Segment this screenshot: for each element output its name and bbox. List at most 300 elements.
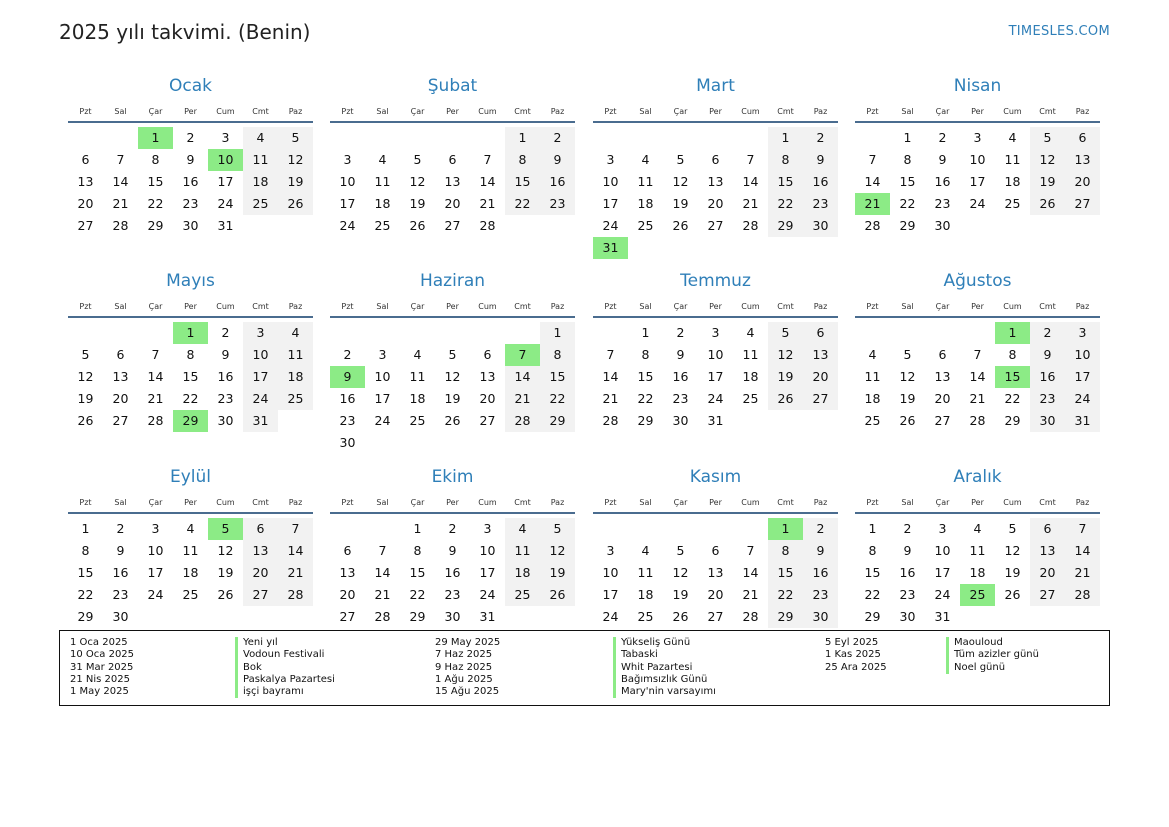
holiday-day-cell: 9: [330, 366, 365, 388]
day-cell: 30: [899, 609, 916, 624]
day-cell: 5: [676, 543, 685, 558]
day-cell: 18: [637, 196, 654, 211]
day-cell: 18: [1004, 174, 1021, 189]
legend-dates-col-1: [70, 637, 134, 698]
day-cell: 25: [374, 218, 391, 233]
day-cell: 27: [77, 218, 94, 233]
weekday-label: Sal: [639, 497, 652, 507]
day-cell: 2: [1030, 322, 1065, 344]
empty-day-cell: [330, 322, 365, 344]
day-cell: 2: [676, 325, 685, 340]
day-cell: 10: [243, 344, 278, 366]
day-cell: 23: [672, 391, 689, 406]
day-cell: 9: [903, 543, 912, 558]
weekday-label: Cum: [1003, 106, 1022, 116]
weekday-label: Çar: [673, 301, 688, 311]
weekday-header: [855, 492, 1100, 514]
day-cell: 5: [413, 152, 422, 167]
day-cell: 12: [672, 174, 689, 189]
weekday-label: Per: [184, 106, 197, 116]
weekday-label: Çar: [935, 106, 950, 116]
weekday-label: Cmt: [1039, 106, 1056, 116]
day-cell: 22: [147, 196, 164, 211]
day-cell: 20: [934, 391, 951, 406]
legend-date: 1 May 2025: [70, 686, 129, 698]
empty-day-cell: [663, 518, 698, 540]
weekday-label: Pzt: [604, 106, 617, 116]
month-name: Temmuz: [680, 271, 751, 291]
empty-day-cell: [470, 127, 505, 149]
day-cell: 30: [182, 218, 199, 233]
weekday-label: Per: [184, 301, 197, 311]
legend-holiday-name: Yeni yıl: [235, 637, 335, 649]
weekday-label: Paz: [550, 106, 565, 116]
day-cell: 13: [803, 344, 838, 366]
day-cell: 27: [707, 609, 724, 624]
holiday-day-cell: 5: [208, 518, 243, 540]
month-name: Eylül: [169, 467, 212, 487]
month-block: [855, 464, 1100, 628]
day-cell: 22: [540, 388, 575, 410]
day-cell: 21: [479, 196, 496, 211]
day-cell: 9: [448, 543, 457, 558]
weekday-label: Sal: [901, 301, 914, 311]
day-cell: 22: [409, 587, 426, 602]
day-cell: 19: [899, 391, 916, 406]
day-cell: 11: [864, 369, 881, 384]
day-cell: 19: [768, 366, 803, 388]
empty-day-cell: [470, 322, 505, 344]
day-cell: 22: [768, 193, 803, 215]
day-cell: 3: [973, 130, 982, 145]
day-cell: 24: [602, 609, 619, 624]
legend-date: 29 May 2025: [435, 637, 501, 648]
day-cell: 8: [768, 540, 803, 562]
day-cell: 14: [147, 369, 164, 384]
day-cell: 15: [637, 369, 654, 384]
day-cell: 28: [742, 609, 759, 624]
day-cell: 15: [864, 565, 881, 580]
holiday-day-cell: 31: [593, 237, 628, 259]
days-grid: [330, 322, 575, 454]
weekday-label: Çar: [148, 106, 163, 116]
day-cell: 4: [243, 127, 278, 149]
day-cell: 10: [969, 152, 986, 167]
weekday-label: Paz: [1075, 106, 1090, 116]
month-name: Mayıs: [166, 271, 215, 291]
day-cell: 10: [479, 543, 496, 558]
day-cell: 7: [606, 347, 615, 362]
weekday-label: Cum: [741, 497, 760, 507]
day-cell: 12: [768, 344, 803, 366]
day-cell: 23: [444, 587, 461, 602]
day-cell: 6: [1065, 127, 1100, 149]
day-cell: 7: [746, 543, 755, 558]
day-cell: 5: [540, 518, 575, 540]
month-name: Kasım: [689, 467, 742, 487]
month-block: [68, 268, 313, 432]
day-cell: 16: [217, 369, 234, 384]
weekday-label: Sal: [114, 301, 127, 311]
weekday-label: Sal: [114, 106, 127, 116]
day-cell: 19: [278, 171, 313, 193]
days-grid: [593, 127, 838, 259]
weekday-label: Cmt: [514, 106, 531, 116]
legend-date: 21 Nis 2025: [70, 673, 130, 685]
day-cell: 18: [864, 391, 881, 406]
day-cell: 4: [505, 518, 540, 540]
site-link[interactable]: TIMESLES.COM: [1008, 24, 1110, 39]
day-cell: 24: [707, 391, 724, 406]
empty-day-cell: [628, 127, 663, 149]
empty-day-cell: [330, 518, 365, 540]
weekday-label: Çar: [935, 301, 950, 311]
weekday-label: Paz: [550, 301, 565, 311]
day-cell: 5: [448, 347, 457, 362]
day-cell: 8: [903, 152, 912, 167]
day-cell: 28: [112, 218, 129, 233]
day-cell: 23: [182, 196, 199, 211]
weekday-label: Cmt: [252, 301, 269, 311]
day-cell: 27: [934, 413, 951, 428]
day-cell: 28: [742, 218, 759, 233]
month-block: [593, 464, 838, 628]
weekday-label: Paz: [288, 497, 303, 507]
day-cell: 6: [803, 322, 838, 344]
legend-date: 5 Eyl 2025: [825, 637, 879, 648]
empty-day-cell: [435, 127, 470, 149]
weekday-label: Pzt: [341, 301, 354, 311]
holiday-day-cell: 15: [995, 366, 1030, 388]
day-cell: 2: [803, 127, 838, 149]
weekday-label: Çar: [410, 497, 425, 507]
day-cell: 16: [803, 171, 838, 193]
day-cell: 25: [864, 413, 881, 428]
empty-day-cell: [698, 127, 733, 149]
legend-date: 1 Ağu 2025: [435, 673, 493, 685]
day-cell: 2: [221, 325, 230, 340]
day-cell: 24: [969, 196, 986, 211]
day-cell: 14: [742, 565, 759, 580]
day-cell: 22: [77, 587, 94, 602]
day-cell: 16: [182, 174, 199, 189]
day-cell: 20: [243, 562, 278, 584]
empty-day-cell: [593, 322, 628, 344]
legend-date: 10 Oca 2025: [70, 649, 135, 661]
day-cell: 3: [378, 347, 387, 362]
day-cell: 7: [116, 152, 125, 167]
day-cell: 5: [903, 347, 912, 362]
legend-holiday-name: Maouloud: [946, 637, 1039, 649]
day-cell: 19: [1004, 565, 1021, 580]
day-cell: 10: [707, 347, 724, 362]
weekday-header: [593, 101, 838, 123]
weekday-label: Sal: [376, 497, 389, 507]
days-grid: [593, 322, 838, 432]
day-cell: 30: [444, 609, 461, 624]
weekday-label: Cmt: [777, 106, 794, 116]
day-cell: 23: [803, 584, 838, 606]
empty-day-cell: [330, 127, 365, 149]
day-cell: 2: [116, 521, 125, 536]
day-cell: 23: [217, 391, 234, 406]
day-cell: 18: [182, 565, 199, 580]
day-cell: 31: [217, 218, 234, 233]
weekday-label: Per: [446, 106, 459, 116]
day-cell: 14: [374, 565, 391, 580]
weekday-label: Sal: [376, 301, 389, 311]
day-cell: 30: [339, 435, 356, 450]
day-cell: 23: [899, 587, 916, 602]
weekday-label: Cum: [1003, 497, 1022, 507]
weekday-label: Sal: [114, 497, 127, 507]
day-cell: 3: [151, 521, 160, 536]
month-block: [330, 73, 575, 237]
day-cell: 24: [374, 413, 391, 428]
day-cell: 13: [339, 565, 356, 580]
day-cell: 23: [1030, 388, 1065, 410]
day-cell: 29: [409, 609, 426, 624]
legend-holiday-name: Vodoun Festivali: [235, 649, 335, 661]
day-cell: 7: [973, 347, 982, 362]
day-cell: 25: [742, 391, 759, 406]
day-cell: 12: [672, 565, 689, 580]
weekday-label: Paz: [813, 106, 828, 116]
holiday-day-cell: 10: [208, 149, 243, 171]
weekday-label: Pzt: [604, 301, 617, 311]
day-cell: 24: [339, 218, 356, 233]
legend-date: 31 Mar 2025: [70, 661, 134, 673]
legend-date: 15 Ağu 2025: [435, 686, 500, 698]
day-cell: 9: [116, 543, 125, 558]
day-cell: 30: [1030, 410, 1065, 432]
day-cell: 11: [505, 540, 540, 562]
weekday-label: Cum: [216, 106, 235, 116]
day-cell: 21: [602, 391, 619, 406]
month-name: Aralık: [953, 467, 1002, 487]
day-cell: 11: [409, 369, 426, 384]
day-cell: 17: [707, 369, 724, 384]
empty-day-cell: [68, 127, 103, 149]
month-block: [68, 464, 313, 628]
weekday-label: Cmt: [514, 497, 531, 507]
day-cell: 10: [934, 543, 951, 558]
day-cell: 18: [637, 587, 654, 602]
day-cell: 23: [934, 196, 951, 211]
day-cell: 27: [339, 609, 356, 624]
day-cell: 12: [1004, 543, 1021, 558]
day-cell: 10: [602, 565, 619, 580]
empty-day-cell: [593, 518, 628, 540]
day-cell: 1: [641, 325, 650, 340]
day-cell: 22: [899, 196, 916, 211]
days-grid: [855, 127, 1100, 237]
day-cell: 24: [243, 388, 278, 410]
day-cell: 18: [374, 196, 391, 211]
weekday-label: Pzt: [866, 497, 879, 507]
weekday-label: Paz: [288, 301, 303, 311]
weekday-label: Çar: [148, 301, 163, 311]
day-cell: 31: [479, 609, 496, 624]
day-cell: 1: [868, 521, 877, 536]
day-cell: 8: [1008, 347, 1017, 362]
day-cell: 28: [147, 413, 164, 428]
day-cell: 10: [1065, 344, 1100, 366]
day-cell: 25: [243, 193, 278, 215]
day-cell: 29: [1004, 413, 1021, 428]
legend-date: 9 Haz 2025: [435, 661, 493, 673]
legend-date: 25 Ara 2025: [825, 661, 887, 673]
day-cell: 20: [803, 366, 838, 388]
day-cell: 8: [641, 347, 650, 362]
days-grid: [855, 322, 1100, 432]
day-cell: 30: [672, 413, 689, 428]
day-cell: 24: [934, 587, 951, 602]
day-cell: 13: [243, 540, 278, 562]
weekday-label: Per: [709, 301, 722, 311]
day-cell: 17: [969, 174, 986, 189]
day-cell: 5: [1030, 127, 1065, 149]
day-cell: 20: [479, 391, 496, 406]
weekday-header: [68, 492, 313, 514]
day-cell: 29: [77, 609, 94, 624]
day-cell: 9: [221, 347, 230, 362]
day-cell: 20: [112, 391, 129, 406]
empty-day-cell: [365, 127, 400, 149]
legend-holiday-name: Yükseliş Günü: [613, 637, 716, 649]
legend-holiday-name: Tüm azizler günü: [946, 649, 1039, 661]
day-cell: 18: [243, 171, 278, 193]
day-cell: 28: [374, 609, 391, 624]
day-cell: 13: [1065, 149, 1100, 171]
day-cell: 28: [505, 410, 540, 432]
empty-day-cell: [593, 127, 628, 149]
day-cell: 17: [339, 196, 356, 211]
day-cell: 13: [444, 174, 461, 189]
day-cell: 14: [505, 366, 540, 388]
weekday-label: Pzt: [79, 497, 92, 507]
day-cell: 4: [186, 521, 195, 536]
day-cell: 18: [505, 562, 540, 584]
day-cell: 11: [637, 174, 654, 189]
holiday-day-cell: 1: [995, 322, 1030, 344]
day-cell: 29: [768, 606, 803, 628]
day-cell: 26: [540, 584, 575, 606]
day-cell: 4: [413, 347, 422, 362]
holiday-day-cell: 7: [505, 344, 540, 366]
day-cell: 28: [1065, 584, 1100, 606]
days-grid: [593, 518, 838, 628]
day-cell: 25: [409, 413, 426, 428]
day-cell: 6: [343, 543, 352, 558]
day-cell: 19: [444, 391, 461, 406]
day-cell: 3: [243, 322, 278, 344]
day-cell: 29: [864, 609, 881, 624]
day-cell: 16: [803, 562, 838, 584]
day-cell: 13: [707, 174, 724, 189]
day-cell: 21: [1065, 562, 1100, 584]
day-cell: 30: [217, 413, 234, 428]
weekday-header: [593, 296, 838, 318]
day-cell: 7: [483, 152, 492, 167]
weekday-label: Cmt: [252, 106, 269, 116]
weekday-label: Paz: [813, 301, 828, 311]
day-cell: 28: [969, 413, 986, 428]
legend-names-col-3: [946, 637, 1039, 674]
weekday-label: Per: [446, 301, 459, 311]
day-cell: 26: [899, 413, 916, 428]
day-cell: 26: [1004, 587, 1021, 602]
day-cell: 4: [973, 521, 982, 536]
day-cell: 9: [803, 149, 838, 171]
weekday-label: Paz: [288, 106, 303, 116]
day-cell: 28: [278, 584, 313, 606]
weekday-label: Pzt: [79, 106, 92, 116]
weekday-label: Cum: [1003, 301, 1022, 311]
month-block: [855, 268, 1100, 432]
day-cell: 28: [479, 218, 496, 233]
day-cell: 2: [803, 518, 838, 540]
day-cell: 1: [768, 127, 803, 149]
day-cell: 14: [278, 540, 313, 562]
weekday-label: Cum: [216, 497, 235, 507]
empty-day-cell: [855, 322, 890, 344]
days-grid: [68, 322, 313, 432]
day-cell: 14: [1065, 540, 1100, 562]
day-cell: 22: [637, 391, 654, 406]
empty-day-cell: [628, 518, 663, 540]
weekday-label: Cum: [741, 106, 760, 116]
day-cell: 22: [768, 584, 803, 606]
day-cell: 13: [112, 369, 129, 384]
weekday-label: Paz: [813, 497, 828, 507]
legend-date: 7 Haz 2025: [435, 649, 493, 661]
day-cell: 12: [540, 540, 575, 562]
day-cell: 5: [676, 152, 685, 167]
day-cell: 3: [343, 152, 352, 167]
day-cell: 6: [116, 347, 125, 362]
day-cell: 29: [899, 218, 916, 233]
day-cell: 27: [243, 584, 278, 606]
holiday-day-cell: 1: [768, 518, 803, 540]
day-cell: 21: [505, 388, 540, 410]
weekday-label: Çar: [935, 497, 950, 507]
day-cell: 2: [903, 521, 912, 536]
month-block: [330, 464, 575, 628]
weekday-label: Çar: [410, 301, 425, 311]
day-cell: 26: [217, 587, 234, 602]
day-cell: 9: [803, 540, 838, 562]
weekday-label: Çar: [148, 497, 163, 507]
weekday-label: Cmt: [1039, 497, 1056, 507]
weekday-header: [330, 101, 575, 123]
weekday-label: Pzt: [866, 301, 879, 311]
day-cell: 11: [374, 174, 391, 189]
day-cell: 26: [1030, 193, 1065, 215]
empty-day-cell: [855, 127, 890, 149]
day-cell: 18: [278, 366, 313, 388]
day-cell: 23: [339, 413, 356, 428]
day-cell: 20: [444, 196, 461, 211]
day-cell: 24: [479, 587, 496, 602]
day-cell: 27: [479, 413, 496, 428]
legend-names-col-2: [613, 637, 716, 698]
empty-day-cell: [400, 127, 435, 149]
day-cell: 3: [483, 521, 492, 536]
month-block: [593, 268, 838, 432]
legend-holiday-name: Whit Pazartesi: [613, 662, 716, 674]
weekday-label: Sal: [901, 497, 914, 507]
